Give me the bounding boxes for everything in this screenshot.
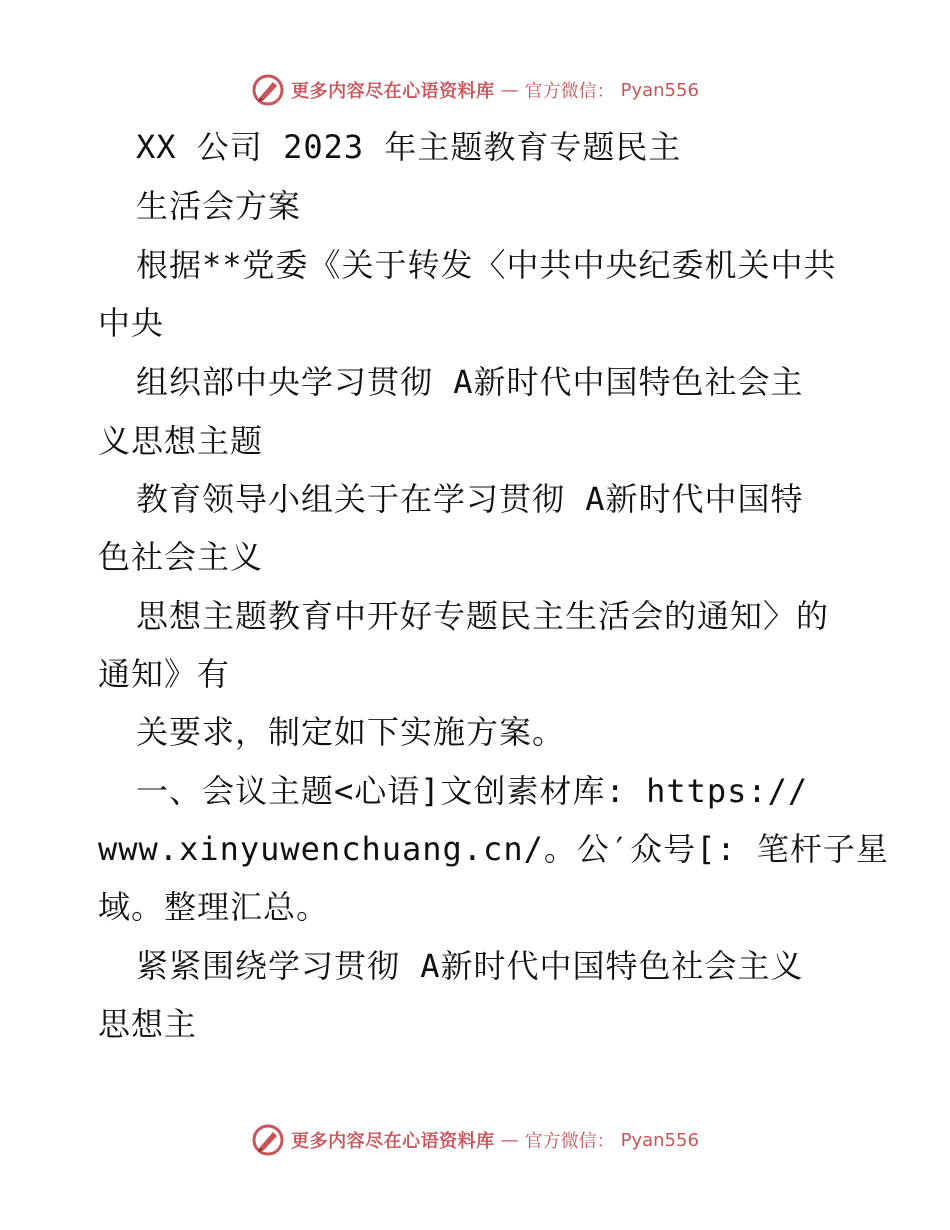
doc-line: 色社会主义: [98, 538, 264, 576]
banner-official-label: 官方微信：: [524, 81, 615, 102]
doc-line: 中央: [98, 304, 165, 342]
header-watermark-banner: [0, 70, 950, 110]
doc-line: www.xinyuwenchuang.cn/。公′众号[: 笔杆子星: [98, 830, 889, 868]
banner-wechat-id: Pyan556: [620, 79, 699, 101]
pen-logo-icon: [251, 73, 285, 107]
doc-line: 关要求，制定如下实施方案。: [136, 713, 566, 751]
doc-line: 域。整理汇总。: [98, 888, 330, 926]
pen-logo-icon: [251, 1123, 285, 1157]
doc-line: 通知》有: [98, 655, 231, 693]
doc-line: 思想主题教育中开好专题民主生活会的通知〉的: [136, 597, 830, 635]
doc-line: 义思想主题: [98, 422, 264, 460]
doc-line: 思想主: [98, 1005, 198, 1043]
doc-line: 根据**党委《关于转发〈中共中央纪委机关中共: [136, 246, 837, 284]
doc-line: 教育领导小组关于在学习贯彻 A新时代中国特: [136, 480, 804, 518]
banner-official-label: 官方微信：: [524, 1131, 615, 1152]
doc-line: 组织部中央学习贯彻 A新时代中国特色社会主: [136, 363, 804, 401]
banner-wechat-id: Pyan556: [620, 1129, 699, 1151]
doc-line: 生活会方案: [136, 187, 302, 225]
doc-line: XX 公司 2023 年主题教育专题民主: [136, 128, 682, 166]
banner-main-text: 更多内容尽在心语资料库: [291, 81, 495, 102]
doc-line: 一、会议主题<心语]文创素材库: https://: [136, 772, 809, 810]
footer-watermark-banner: [0, 1120, 950, 1160]
doc-line: 紧紧围绕学习贯彻 A新时代中国特色社会主义: [136, 947, 804, 985]
banner-separator: —: [500, 79, 519, 101]
banner-main-text: 更多内容尽在心语资料库: [291, 1131, 495, 1152]
banner-separator: —: [500, 1129, 519, 1151]
